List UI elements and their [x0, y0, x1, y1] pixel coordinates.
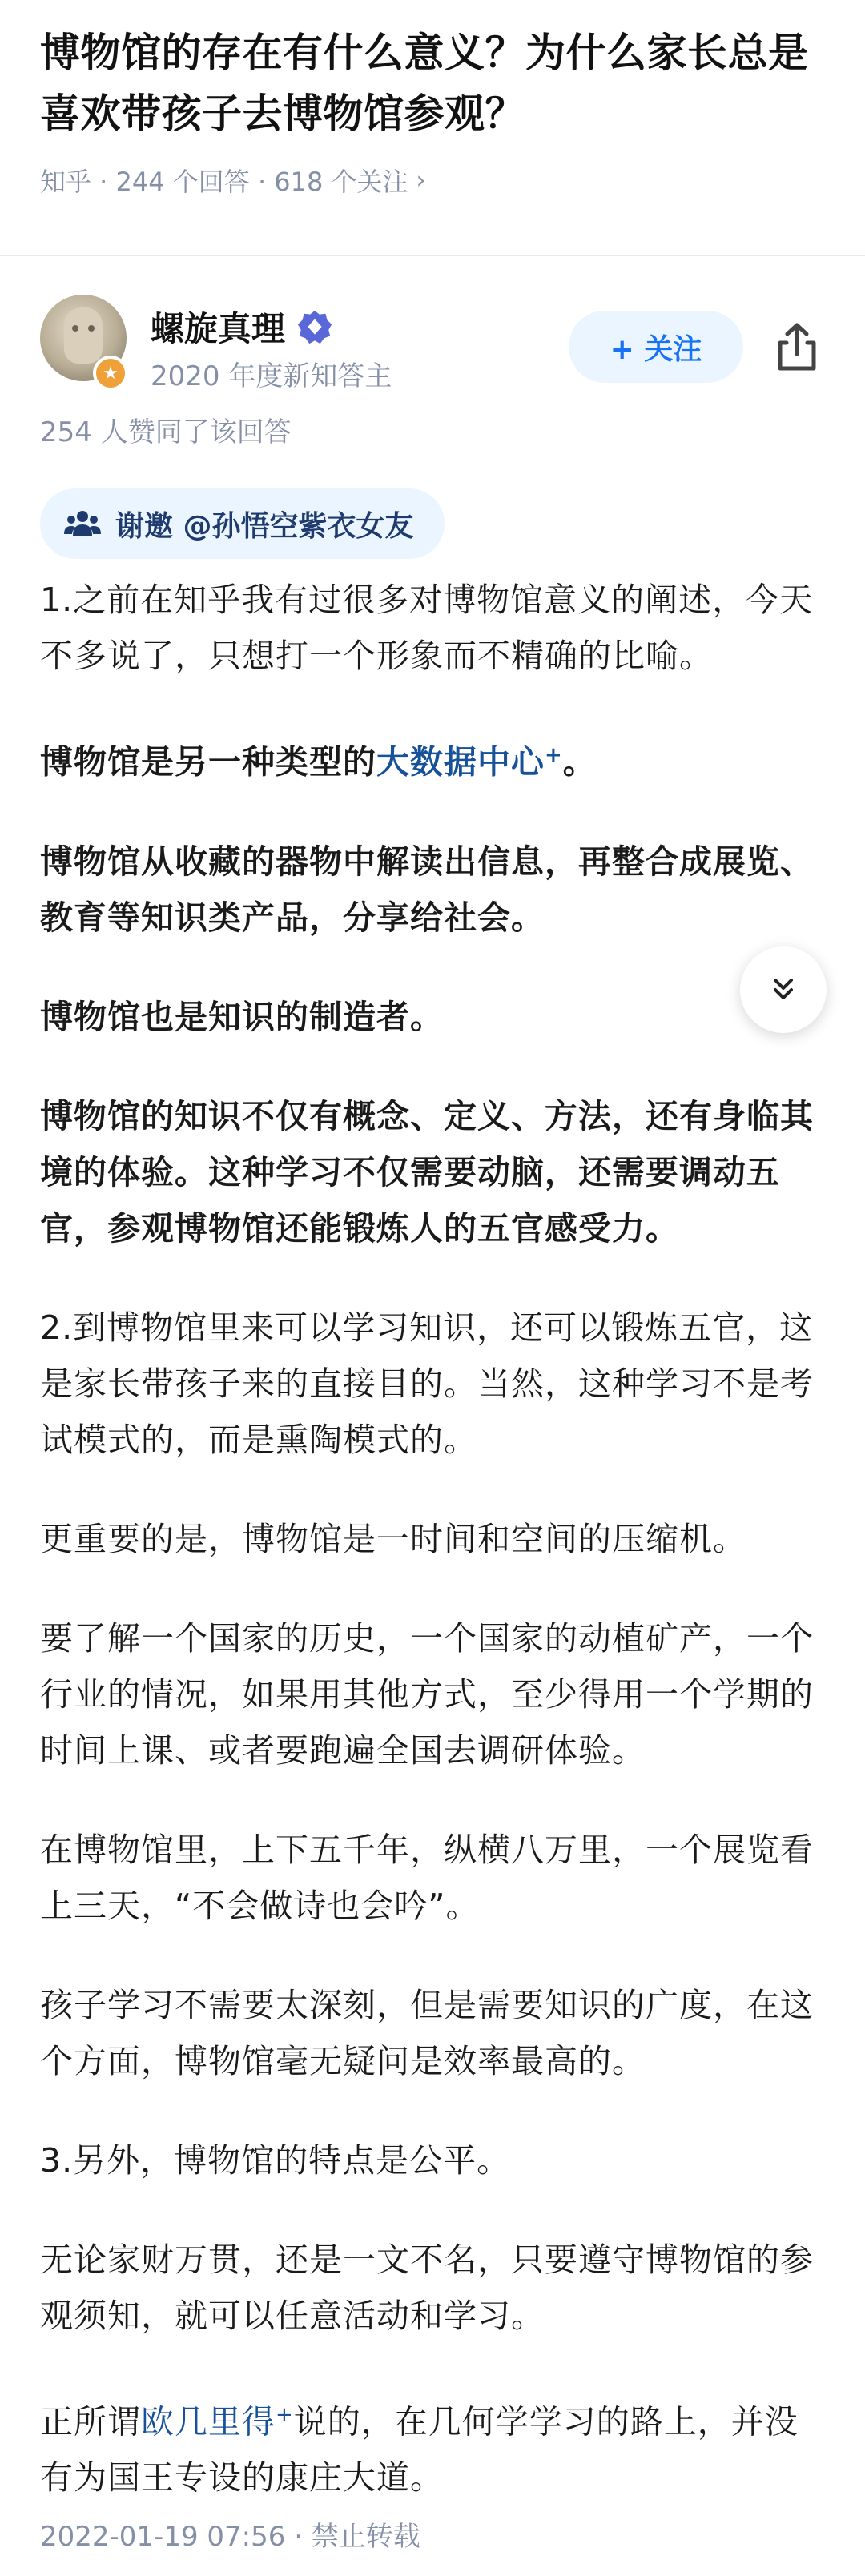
paragraph-text: 。 — [562, 742, 597, 782]
author-title: 2020 年度新知答主 — [151, 360, 392, 392]
keyword-link[interactable]: 欧几里得 — [141, 2402, 276, 2441]
paragraph: 要了解一个国家的历史，一个国家的动植矿产，一个行业的情况，如果用其他方式，至少得用一个学期的时间上课、或者要跑遍全国去调研体验。 — [40, 1618, 814, 1770]
verified-badge-icon — [296, 308, 333, 345]
post-footer: 2022-01-19 07:56 · 禁止转载 — [40, 2521, 420, 2553]
paragraph: 博物馆从收藏的器物中解读出信息，再整合成展览、教育等知识类产品，分享给社会。 — [40, 842, 814, 937]
invite-tag[interactable] — [40, 488, 445, 559]
paragraph: 在博物馆里，上下五千年，纵横八万里，一个展览看上三天，“不会做诗也会吟”。 — [40, 1830, 814, 1925]
author-card — [0, 256, 865, 408]
paragraph: 3.另外，博物馆的特点是公平。 — [40, 2140, 511, 2180]
keyword-star-icon: + — [545, 743, 563, 767]
paragraph — [40, 727, 825, 790]
keyword-link[interactable]: 大数据中心 — [376, 742, 545, 782]
chevron-right-icon: › — [416, 166, 426, 195]
paragraph-text: 博物馆是另一种类型的 — [40, 742, 376, 782]
paragraph: 博物馆的知识不仅有概念、定义、方法，还有身临其境的体验。这种学习不仅需要动脑，还需要调动五官，参观博物馆还能锻炼人的五官感受力。 — [40, 1096, 814, 1248]
chevron-double-down-icon — [767, 974, 799, 1006]
paragraph: 博物馆也是知识的制造者。 — [40, 997, 444, 1036]
paragraph: 2.到博物馆里来可以学习知识，还可以锻炼五官，这是家长带孩子来的直接目的。当然，这种学习不是考试模式的，而是熏陶模式的。 — [40, 1308, 814, 1459]
paragraph-text: 正所谓 — [40, 2402, 141, 2441]
paragraph: 更重要的是，博物馆是一时间和空间的压缩机。 — [40, 1519, 746, 1558]
question-header — [0, 0, 865, 255]
author-name-row — [151, 303, 333, 351]
paragraph — [40, 2387, 825, 2506]
people-icon — [64, 508, 101, 539]
question-meta-text: 知乎 · 244 个回答 · 618 个关注 — [40, 167, 408, 197]
avatar-figure — [64, 307, 103, 364]
vote-count: 254 人赞同了该回答 — [40, 416, 292, 448]
invite-label: 谢邀 @孙悟空紫衣女友 — [115, 509, 414, 543]
author-name[interactable]: 螺旋真理 — [151, 309, 286, 348]
question-title[interactable]: 博物馆的存在有什么意义？为什么家长总是喜欢带孩子去博物馆参观？ — [40, 30, 809, 137]
paragraph: 无论家财万贯，还是一文不名，只要遵守博物馆的参观须知，就可以任意活动和学习。 — [40, 2240, 814, 2335]
paragraph: 1.之前在知乎我有过很多对博物馆意义的阐述，今天不多说了，只想打一个形象而不精确的比喻。 — [40, 581, 814, 675]
paragraph: 孩子学习不需要太深刻，但是需要知识的广度，在这个方面，博物馆毫无疑问是效率最高的。 — [40, 1985, 814, 2080]
keyword-star-icon: + — [276, 2402, 294, 2427]
question-meta[interactable] — [40, 162, 825, 199]
answer-content — [0, 572, 865, 2506]
paragraph-text: 说的，在几何学学习的路上，并没有为国王专设的康庄大道。 — [40, 2402, 799, 2498]
share-icon[interactable] — [774, 322, 820, 373]
medal-icon: ★ — [93, 356, 128, 391]
follow-button[interactable]: + 关注 — [569, 311, 743, 383]
collapse-button[interactable] — [740, 946, 827, 1033]
